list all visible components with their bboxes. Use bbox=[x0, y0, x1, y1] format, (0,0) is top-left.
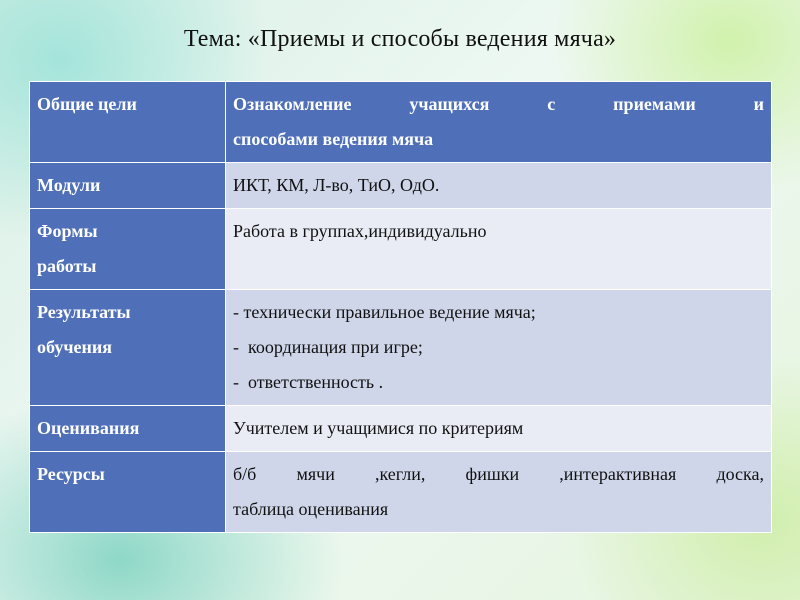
row-label-results bbox=[30, 290, 226, 406]
row-value-goals bbox=[226, 82, 772, 163]
goals-line-1: Ознакомление учащихся с приемами и bbox=[233, 94, 764, 114]
resources-line-1: б/б мячи ,кегли, фишки ,интерактивная доска, bbox=[233, 464, 764, 484]
row-label-goals: Общие цели bbox=[30, 82, 226, 163]
table-row bbox=[30, 163, 772, 209]
table-row bbox=[30, 290, 772, 406]
work-forms-label-line-2: работы bbox=[37, 256, 97, 276]
row-label-work-forms bbox=[30, 209, 226, 290]
row-label-assessment: Оценивания bbox=[30, 406, 226, 452]
row-label-modules: Модули bbox=[30, 163, 226, 209]
results-line-1: - технически правильное ведение мяча; bbox=[233, 302, 536, 322]
table-row bbox=[30, 452, 772, 533]
table-row bbox=[30, 209, 772, 290]
results-label-line-1: Результаты bbox=[37, 302, 131, 322]
work-forms-label-line-1: Формы bbox=[37, 221, 98, 241]
results-label-line-2: обучения bbox=[37, 337, 112, 357]
row-value-results bbox=[226, 290, 772, 406]
slide-title: Тема: «Приемы и способы ведения мяча» bbox=[183, 26, 617, 52]
row-label-resources: Ресурсы bbox=[30, 452, 226, 533]
results-line-3: - ответственность . bbox=[233, 372, 384, 392]
row-value-resources bbox=[226, 452, 772, 533]
table-row bbox=[30, 82, 772, 163]
row-value-modules: ИКТ, КМ, Л-во, ТиО, ОдО. bbox=[226, 163, 772, 209]
row-value-work-forms: Работа в группах,индивидуально bbox=[226, 209, 772, 290]
goals-line-2: способами ведения мяча bbox=[233, 129, 434, 149]
lesson-info-table bbox=[29, 81, 772, 533]
row-value-assessment: Учителем и учащимися по критериям bbox=[226, 406, 772, 452]
table-row bbox=[30, 406, 772, 452]
results-line-2: - координация при игре; bbox=[233, 337, 423, 357]
resources-line-2: таблица оценивания bbox=[233, 499, 389, 519]
